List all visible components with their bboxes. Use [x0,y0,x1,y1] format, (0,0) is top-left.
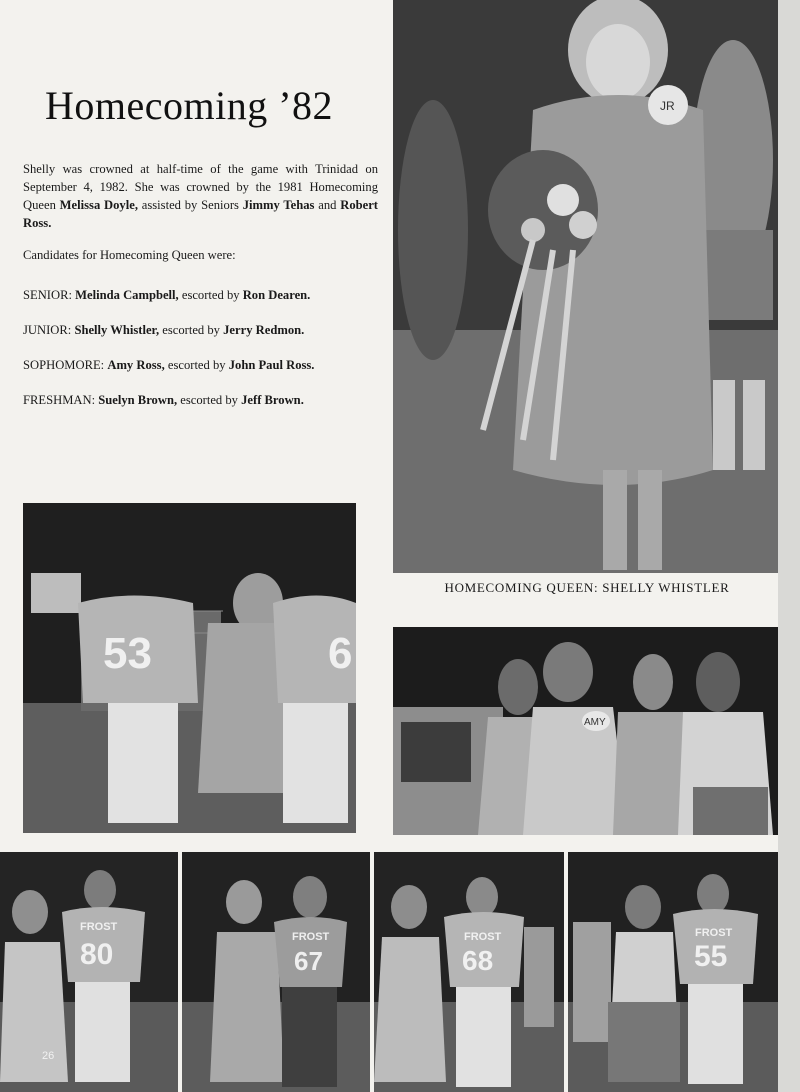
candidate-senior [23,286,393,321]
jersey-68-frost: FROST [464,931,502,943]
candidate-name: Melinda Campbell, [75,288,179,302]
senior-a-name: Jimmy Tehas [242,198,315,212]
jersey-68-text: 68 [462,945,494,976]
candidate-escort: Jeff Brown. [241,393,304,407]
candidate-mid: escorted by [178,288,243,302]
jersey-80-frost: FROST [80,921,118,933]
candidate-escort: Jerry Redmon. [223,323,305,337]
bottom-photo-80 [0,852,178,1092]
jersey-80-text: 80 [80,938,114,971]
queen-1981-name: Melissa Doyle, [59,198,138,212]
queen-photo [393,0,778,573]
crowning-photo [23,503,356,833]
jersey-6-text: 6 [328,629,353,678]
candidates-lead: Candidates for Homecoming Queen were: [23,248,236,262]
page-number: 26 [42,1050,55,1062]
intro-paragraph [23,160,378,232]
candidates-list [23,286,393,426]
sash-amy-text: AMY [584,717,606,728]
queen-sash-text: JR [660,99,675,113]
candidate-class: SOPHOMORE: [23,358,105,372]
queen-caption: HOMECOMING QUEEN: SHELLY WHISTLER [444,580,730,595]
bottom-photo-55 [568,852,778,1092]
jersey-53-text: 53 [103,629,152,678]
candidate-sophomore [23,356,393,391]
candidate-name: Amy Ross, [107,358,165,372]
candidate-freshman [23,391,393,426]
candidate-escort: Ron Dearen. [242,288,311,302]
bottom-photo-68 [374,852,564,1092]
jersey-67-frost: FROST [292,931,330,943]
intro-text-3: and [314,198,341,212]
page-edge [778,0,800,1092]
senior-b-name: Robert Ross. [23,198,379,230]
candidate-class: JUNIOR: [23,323,72,337]
intro-text-2: assisted by Seniors [137,198,243,212]
candidate-name: Suelyn Brown, [98,393,178,407]
candidate-name: Shelly Whistler, [74,323,160,337]
candidate-junior [23,321,393,356]
jersey-55-text: 55 [694,940,728,973]
candidate-escort: John Paul Ross. [228,358,315,372]
candidate-mid: escorted by [164,358,229,372]
bottom-photo-67 [182,852,370,1092]
candidate-class: FRESHMAN: [23,393,96,407]
page-title: Homecoming ’82 [45,83,334,128]
intro-text-1: Shelly was crowned at half-time of the game with Trinidad on September 4, 1982. She was crowned by the 1981 Homecoming Queen [23,162,378,212]
candidate-class: SENIOR: [23,288,72,302]
jersey-55-frost: FROST [695,927,733,939]
candidate-mid: escorted by [159,323,224,337]
jersey-67-text: 67 [294,946,323,976]
candidates-photo [393,627,778,835]
candidate-mid: escorted by [177,393,242,407]
